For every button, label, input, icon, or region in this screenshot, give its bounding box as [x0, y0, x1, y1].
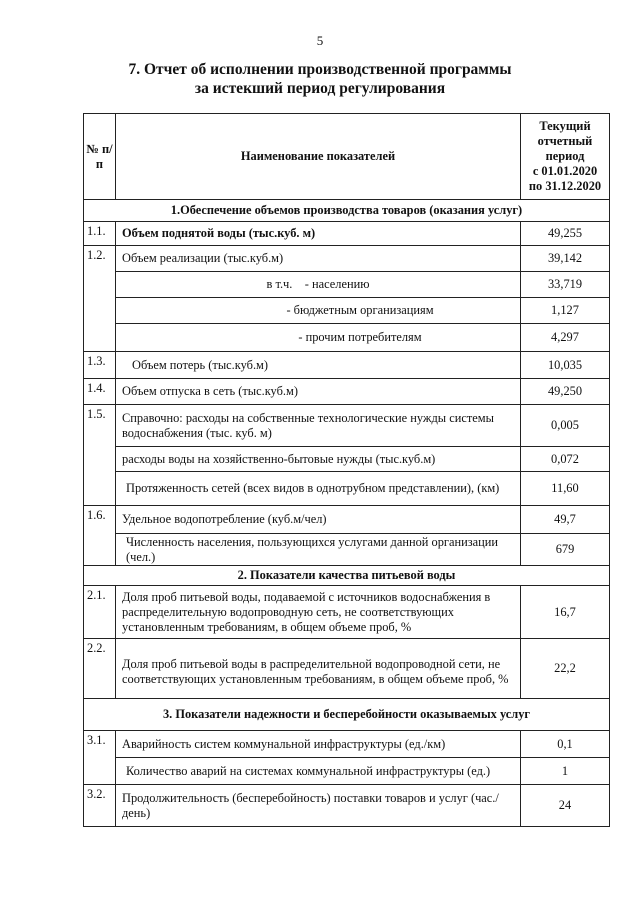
row-name: Объем поднятой воды (тыс.куб. м): [116, 222, 521, 246]
header-period: [521, 114, 610, 200]
row-value: 0,072: [521, 447, 610, 472]
row-number: 2.2.: [84, 639, 116, 699]
table-row: [84, 639, 610, 699]
table-row: [84, 506, 610, 534]
row-number: 1.3.: [84, 352, 116, 379]
title-line-2: за истекший период регулирования: [194, 80, 446, 97]
row-name: Протяженность сетей (всех видов в однотрубном представлении), (км): [116, 472, 521, 506]
table-row: [84, 758, 610, 785]
header-no: № п/п: [84, 114, 116, 200]
row-number: 1.1.: [84, 222, 116, 246]
table-row: [84, 222, 610, 246]
row-value: 1: [521, 758, 610, 785]
header-period-1: Текущий: [539, 119, 591, 133]
section-title-1: 1.Обеспечение объемов производства товаров (оказания услуг): [84, 200, 610, 222]
table-row: [84, 272, 610, 298]
table-row: [84, 405, 610, 447]
row-name: Количество аварий на системах коммунальной инфраструктуры (ед.): [116, 758, 521, 785]
section-title-3: 3. Показатели надежности и бесперебойности оказываемых услуг: [84, 699, 610, 731]
row-name: - бюджетным организациям: [116, 298, 521, 324]
section-row-3: [84, 699, 610, 731]
row-value: 11,60: [521, 472, 610, 506]
row-number: 1.5.: [84, 405, 116, 506]
header-name: Наименование показателей: [116, 114, 521, 200]
table-row: [84, 379, 610, 405]
row-number: 2.1.: [84, 586, 116, 639]
row-value: 0,005: [521, 405, 610, 447]
row-value: 39,142: [521, 246, 610, 272]
row-value: 16,7: [521, 586, 610, 639]
row-value: 49,250: [521, 379, 610, 405]
table-row: [84, 352, 610, 379]
row-name: Справочно: расходы на собственные технологические нужды системы водоснабжения (тыс. куб. м): [116, 405, 521, 447]
row-value: 33,719: [521, 272, 610, 298]
table-row: [84, 298, 610, 324]
section-title-2: 2. Показатели качества питьевой воды: [84, 566, 610, 586]
row-number: 3.1.: [84, 731, 116, 785]
table-row: [84, 472, 610, 506]
row-name: Аварийность систем коммунальной инфраструктуры (ед./км): [116, 731, 521, 758]
row-value: 49,7: [521, 506, 610, 534]
row-name: Доля проб питьевой воды, подаваемой с источников водоснабжения в распределительную водопроводную сеть, не соответствующих установленным требованиям, в общем объеме проб, %: [116, 586, 521, 639]
table-row: [84, 785, 610, 827]
row-value: 1,127: [521, 298, 610, 324]
row-name: Продолжительность (бесперебойность) поставки товаров и услуг (час./день): [116, 785, 521, 827]
row-name: Объем потерь (тыс.куб.м): [116, 352, 521, 379]
row-value: 24: [521, 785, 610, 827]
row-value: 4,297: [521, 324, 610, 352]
row-name: Удельное водопотребление (куб.м/чел): [116, 506, 521, 534]
row-name: расходы воды на хозяйственно-бытовые нужды (тыс.куб.м): [116, 447, 521, 472]
row-value: 679: [521, 534, 610, 566]
row-name: - прочим потребителям: [116, 324, 521, 352]
row-number: 1.4.: [84, 379, 116, 405]
row-name: Объем отпуска в сеть (тыс.куб.м): [116, 379, 521, 405]
row-value: 22,2: [521, 639, 610, 699]
row-name: Доля проб питьевой воды в распределительной водопроводной сети, не соответствующих установленным требованиям, в общем объеме проб, %: [116, 639, 521, 699]
section-row-2: [84, 566, 610, 586]
report-title: [0, 60, 640, 98]
row-number: 3.2.: [84, 785, 116, 827]
table-header: [84, 114, 610, 200]
header-period-4: с 01.01.2020: [532, 164, 598, 178]
page-number: 5: [316, 33, 324, 48]
table-row: [84, 534, 610, 566]
row-value: 0,1: [521, 731, 610, 758]
row-number: 1.2.: [84, 246, 116, 352]
row-name: Объем реализации (тыс.куб.м): [116, 246, 521, 272]
row-name: в т.ч. - населению: [116, 272, 521, 298]
row-number: 1.6.: [84, 506, 116, 566]
report-table: [83, 113, 610, 827]
table-row: [84, 324, 610, 352]
table-row: [84, 447, 610, 472]
table-row: [84, 731, 610, 758]
row-name: Численность населения, пользующихся услугами данной организации (чел.): [116, 534, 521, 566]
header-period-3: период: [545, 149, 585, 163]
title-line-1: 7. Отчет об исполнении производственной программы: [128, 61, 512, 78]
section-row-1: [84, 200, 610, 222]
table-row: [84, 586, 610, 639]
table-row: [84, 246, 610, 272]
row-value: 10,035: [521, 352, 610, 379]
header-period-2: отчетный: [537, 134, 593, 148]
header-period-5: по 31.12.2020: [528, 179, 602, 193]
row-value: 49,255: [521, 222, 610, 246]
